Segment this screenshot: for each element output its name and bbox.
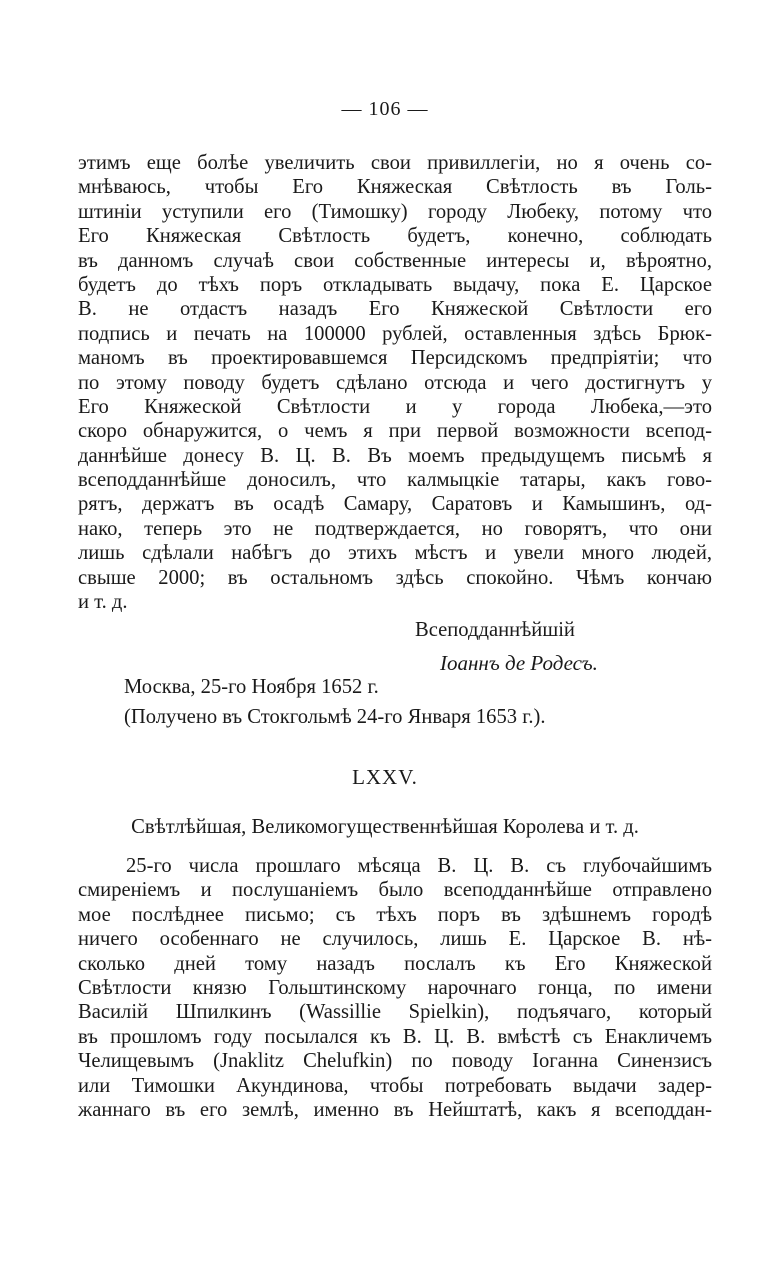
text-line: мое послѣднее письмо; съ тѣхъ поръ въ здѣшнемъ городѣ — [78, 903, 712, 926]
place-date: Москва, 25-го Ноября 1652 г. — [124, 676, 379, 698]
text-line: 25-го числа прошлаго мѣсяца В. Ц. В. съ глубочайшимъ — [126, 855, 712, 877]
text-line: всеподданнѣйше доносилъ, что калмыцкіе татары, какъ гово- — [78, 469, 712, 492]
page-number: — 106 — — [341, 98, 429, 120]
text-line: ничего особеннаго не случилось, лишь Е. Царское В. нѣ- — [78, 928, 712, 951]
received-note: (Получено въ Стокгольмѣ 24-го Января 1653 г.). — [124, 706, 546, 728]
text-line: Его Княжеская Свѣтлость будетъ, конечно, соблюдать — [78, 225, 712, 248]
text-line: жаннаго въ его землѣ, именно въ Нейштатѣ, какъ я всеподдан- — [78, 1098, 712, 1121]
text-line: штиніи уступили его (Тимошку) городу Любеку, потому что — [78, 200, 712, 223]
text-line: или Тимошки Акундинова, чтобы потребовать выдачи задер- — [78, 1074, 712, 1097]
text-line: смиреніемъ и послушаніемъ было всеподданнѣйше отправлено — [78, 879, 712, 902]
text-line: подпись и печать на 100000 рублей, оставленныя здѣсь Брюк- — [78, 322, 712, 345]
text-line: В. не отдастъ назадъ Его Княжеской Свѣтлости его — [78, 298, 712, 321]
text-line: скоро обнаружится, о чемъ я при первой возможности всепод- — [78, 420, 712, 443]
text-line: рятъ, держатъ въ осадѣ Самару, Саратовъ и Камышинъ, од- — [78, 493, 712, 516]
text-line: въ данномъ случаѣ свои собственные интересы и, вѣроятно, — [78, 249, 712, 272]
letter-body — [78, 151, 712, 614]
text-line: по этому поводу будетъ сдѣлано отсюда и чего достигнутъ у — [78, 371, 712, 394]
text-line: даннѣйше донесу В. Ц. В. Въ моемъ предыдущемъ письмѣ я — [78, 444, 712, 467]
text-line: мнѣваюсь, чтобы Его Княжеская Свѣтлость въ Голь- — [78, 176, 712, 199]
text-line: сколько дней тому назадъ послалъ къ Его Княжеской — [78, 952, 712, 975]
salutation: Свѣтлѣйшая, Великомогущественнѣйшая Королева и т. д. — [131, 816, 639, 838]
section-number: LXXV. — [352, 765, 418, 789]
text-line: и т. д. — [78, 591, 128, 614]
text-line: Челищевымъ (Jnaklitz Chelufkin) по поводу Іоганна Синензисъ — [78, 1050, 712, 1073]
text-line: Свѣтлости князю Гольштинскому нарочнаго гонца, по имени — [78, 976, 712, 999]
text-line: этимъ еще болѣе увеличить свои привиллегіи, но я очень со- — [78, 152, 712, 174]
text-line: свыше 2000; въ остальномъ здѣсь спокойно. Чѣмъ кончаю — [78, 566, 712, 589]
signature: Іоаннъ де Родесъ. — [440, 651, 598, 675]
closing-phrase: Всеподданнѣйшій — [415, 619, 575, 641]
text-line: будетъ до тѣхъ поръ откладывать выдачу, пока Е. Царское — [78, 273, 712, 296]
text-line: въ прошломъ году посылался къ В. Ц. В. вмѣстѣ съ Енакличемъ — [78, 1025, 712, 1048]
text-line: маномъ въ проектировавшемся Персидскомъ предпріятіи; что — [78, 347, 712, 370]
text-line: лишь сдѣлали набѣгъ до этихъ мѣстъ и увели много людей, — [78, 542, 712, 565]
text-line: Его Княжеской Свѣтлости и у города Любека,—это — [78, 395, 712, 418]
letter-body-2 — [78, 854, 712, 1122]
text-line: нако, теперь это не подтверждается, но говорятъ, что они — [78, 517, 712, 540]
text-line: Василій Шпилкинъ (Wassillie Spielkin), подъячаго, который — [78, 1001, 712, 1024]
